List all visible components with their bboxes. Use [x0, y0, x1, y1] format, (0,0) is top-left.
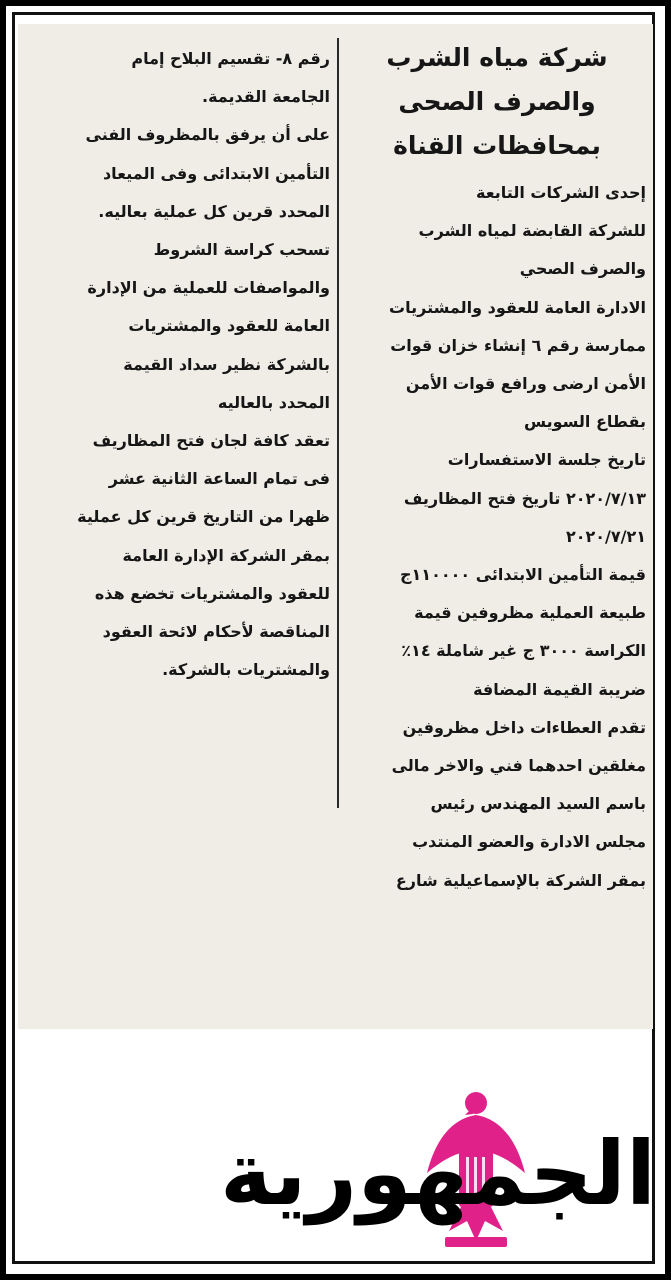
text-line: التأمين الابتدائى وفى الميعاد — [102, 163, 330, 183]
newspaper-masthead — [220, 1081, 656, 1251]
text-line: بمقر الشركة بالإسماعيلية شارع — [395, 870, 646, 890]
headline-line: والصرف الصحى — [398, 87, 596, 116]
text-line: باسم السيد المهندس رئيس — [430, 794, 646, 814]
page — [6, 6, 665, 1274]
headline-line: شركة مياه الشرب — [386, 43, 608, 72]
text-line: على أن يرفق بالمظروف الفنى — [85, 125, 330, 145]
text-line: والصرف الصحي — [519, 259, 646, 279]
text-line: الكراسة ٣٠٠٠ ج غير شاملة ١٤٪ — [401, 641, 646, 661]
column-divider — [337, 38, 339, 808]
text-line: قيمة التأمين الابتدائى ١١٠٠٠٠ج — [400, 565, 646, 585]
text-line: تسحب كراسة الشروط — [153, 240, 330, 260]
left-column — [30, 40, 330, 689]
masthead-title: الجمهورية — [220, 1122, 656, 1225]
text-line: تعقد كافة لجان فتح المظاريف — [92, 431, 330, 451]
text-line: ظهرا من التاريخ قرين كل عملية — [77, 507, 330, 527]
text-line: طبيعة العملية مظروفين قيمة — [414, 603, 646, 623]
headline-line: بمحافظات القناة — [393, 131, 601, 160]
text-line: بمقر الشركة الإدارة العامة — [122, 545, 330, 565]
newspaper-clipping — [18, 24, 653, 1029]
text-line: مغلقين احدهما فني والاخر مالى — [391, 756, 646, 776]
text-line: العامة للعقود والمشتريات — [128, 316, 330, 336]
text-line: والمشتريات بالشركة. — [162, 660, 330, 680]
text-line: مجلس الادارة والعضو المنتدب — [412, 832, 646, 852]
text-line: إحدى الشركات التابعة — [476, 183, 646, 202]
article-headline — [348, 36, 646, 168]
text-line: الادارة العامة للعقود والمشتريات — [389, 297, 646, 317]
text-line: للشركة القابضة لمياه الشرب — [418, 221, 646, 241]
text-line: ممارسة رقم ٦ إنشاء خزان قوات — [390, 335, 646, 355]
text-line: الأمن ارضى ورافع قوات الأمن — [405, 374, 646, 394]
text-line: الجامعة القديمة. — [201, 87, 330, 107]
text-line: بقطاع السويس — [523, 412, 646, 432]
text-line: المناقصة لأحكام لائحة العقود — [102, 622, 330, 642]
text-line: للعقود والمشتريات تخضع هذه — [94, 583, 330, 603]
text-line: ٢٠٢٠/٧/٢١ — [565, 526, 646, 546]
text-line: ضريبة القيمة المضافة — [473, 679, 646, 699]
text-line: ٢٠٢٠/٧/١٣ تاريخ فتح المظاريف — [403, 488, 646, 508]
text-line: والمواصفات للعملية من الإدارة — [87, 278, 330, 298]
text-line: تاريخ جلسة الاستفسارات — [447, 450, 646, 470]
text-line: المحدد بالعاليه — [217, 392, 330, 412]
text-line: رقم ٨- تقسيم البلاح إمام — [131, 49, 330, 68]
text-line: فى تمام الساعة الثانية عشر — [108, 469, 330, 489]
text-line: المحدد قرين كل عملية بعاليه. — [98, 201, 330, 221]
text-line: بالشركة نظير سداد القيمة — [123, 354, 330, 374]
text-line: تقدم العطاءات داخل مظروفين — [402, 717, 646, 737]
right-column — [348, 36, 646, 900]
